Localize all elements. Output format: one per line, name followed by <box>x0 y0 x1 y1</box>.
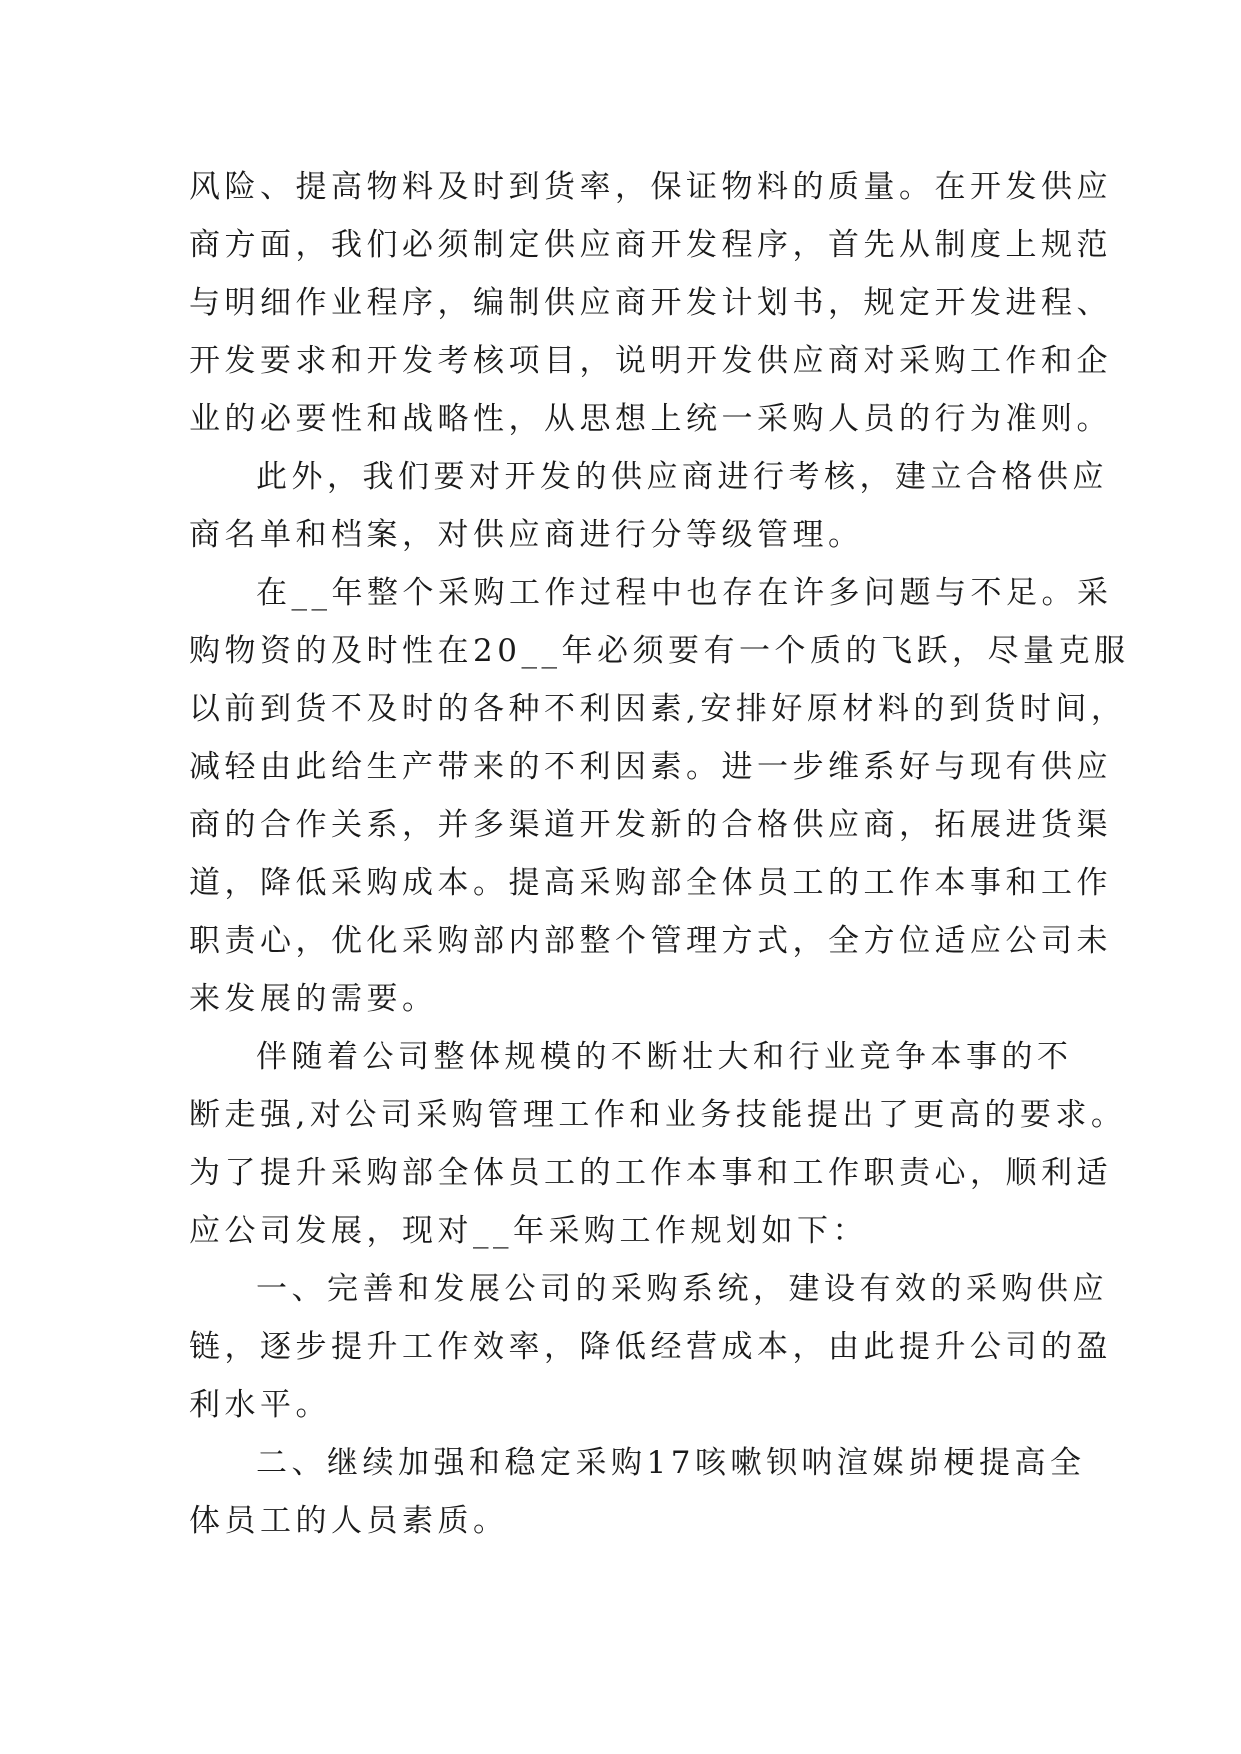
text-line: 商方面，我们必须制定供应商开发程序，首先从制度上规范 <box>189 227 1112 263</box>
text-line: 体员工的人员素质。 <box>189 1503 509 1539</box>
paragraph-start-line: 此外，我们要对开发的供应商进行考核，建立合格供应 <box>256 459 1108 495</box>
text-line: 业的必要性和战略性，从思想上统一采购人员的行为准则。 <box>189 401 1112 437</box>
text-line: 开发要求和开发考核项目，说明开发供应商对采购工作和企 <box>189 343 1112 379</box>
text-line: 来发展的需要。 <box>189 981 438 1017</box>
body-text <box>189 158 1130 1550</box>
text-line: 为了提升采购部全体员工的工作本事和工作职责心，顺利适 <box>189 1155 1112 1191</box>
paragraph-start-line: 伴随着公司整体规模的不断壮大和行业竞争本事的不 <box>256 1039 1073 1075</box>
text-line: 应公司发展，现对__年采购工作规划如下： <box>189 1213 868 1249</box>
paragraph-start-line: 在__年整个采购工作过程中也存在许多问题与不足。采 <box>256 575 1113 611</box>
text-line: 减轻由此给生产带来的不利因素。进一步维系好与现有供应 <box>189 749 1112 785</box>
text-line: 与明细作业程序，编制供应商开发计划书，规定开发进程、 <box>189 285 1112 321</box>
text-line: 断走强,对公司采购管理工作和业务技能提出了更高的要求。 <box>189 1097 1127 1133</box>
text-line: 以前到货不及时的各种不利因素,安排好原材料的到货时间， <box>189 691 1127 727</box>
text-line: 商名单和档案，对供应商进行分等级管理。 <box>189 517 864 553</box>
text-line: 购物资的及时性在20__年必须要有一个质的飞跃，尽量克服 <box>189 633 1130 669</box>
text-line: 商的合作关系，并多渠道开发新的合格供应商，拓展进货渠 <box>189 807 1112 843</box>
text-line: 道，降低采购成本。提高采购部全体员工的工作本事和工作 <box>189 865 1112 901</box>
text-line: 利水平。 <box>189 1387 331 1423</box>
text-line: 风险、提高物料及时到货率，保证物料的质量。在开发供应 <box>189 169 1112 205</box>
paragraph-start-line: 二、继续加强和稳定采购17咳嗽钡呐渲媒峁梗提高全 <box>256 1445 1086 1481</box>
text-line: 职责心，优化采购部内部整个管理方式，全方位适应公司未 <box>189 923 1112 959</box>
paragraph-start-line: 一、完善和发展公司的采购系统，建设有效的采购供应 <box>256 1271 1108 1307</box>
text-line: 链，逐步提升工作效率，降低经营成本，由此提升公司的盈 <box>189 1329 1112 1365</box>
